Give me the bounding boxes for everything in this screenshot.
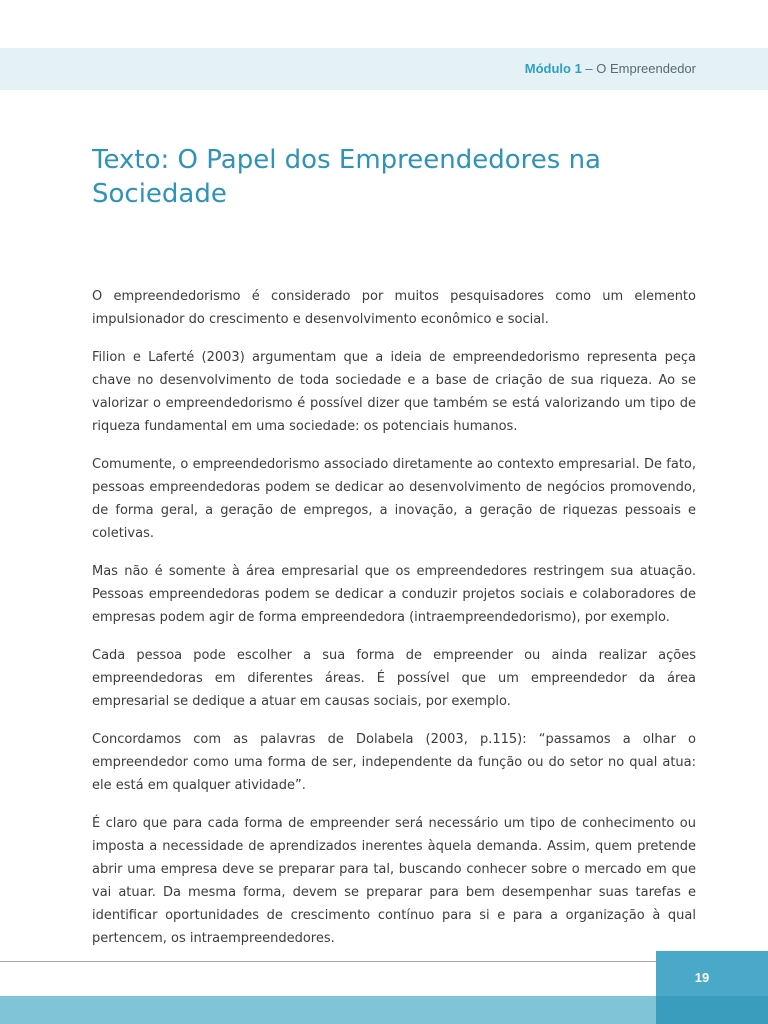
- footer-divider: [0, 961, 656, 962]
- page-number-box: [656, 951, 768, 1024]
- running-header-text: [525, 61, 696, 76]
- module-label: Módulo 1: [524, 61, 582, 76]
- footer-band: [0, 996, 768, 1024]
- page-number-box-lower: [656, 996, 768, 1024]
- running-header: [0, 48, 768, 90]
- paragraph: O empreendedorismo é considerado por muitos pesquisadores como um elemento impulsionador do crescimento e desenvolvimento econômico e social.: [92, 289, 696, 327]
- body-text: [92, 285, 696, 965]
- paragraph: Comumente, o empreendedorismo associado diretamente ao contexto empresarial. De fato, pessoas empreendedoras podem se dedicar ao desenvolvimento de negócios promovendo, de forma geral, a geração de empregos, a inovação, a geração de riquezas pessoais e coletivas.: [92, 457, 696, 541]
- paragraph: Mas não é somente à área empresarial que os empreendedores restringem sua atuação. Pessoas empreendedoras podem se dedicar a conduzir projetos sociais e colaboradores de empresas podem agir de forma empreendedora (intraempreendedorismo), por exemplo.: [92, 564, 696, 625]
- header-separator: –: [581, 61, 597, 76]
- module-title: O Empreendedor: [596, 61, 696, 76]
- page-number: 19: [694, 970, 710, 985]
- paragraph: É claro que para cada forma de empreender será necessário um tipo de conhecimento ou imposta a necessidade de aprendizados inerentes àquela demanda. Assim, quem pretende abrir uma empresa deve se preparar para tal, buscando conhecer sobre o mercado em que vai atuar. Da mesma forma, devem se preparar para bem desempenhar suas tarefas e identificar oportunidades de crescimento contínuo para si e para a organização à qual pertencem, os intraempreendedores.: [92, 816, 696, 946]
- paragraph: Filion e Laferté (2003) argumentam que a ideia de empreendedorismo representa peça chave no desenvolvimento de toda sociedade e a base de criação de sua riqueza. Ao se valorizar o empreendedorismo é possível dizer que também se está valorizando um tipo de riqueza fundamental em uma sociedade: os potenciais humanos.: [92, 350, 696, 434]
- paragraph: Concordamos com as palavras de Dolabela (2003, p.115): “passamos a olhar o empreendedor como uma forma de ser, independente da função ou do setor no qual atua: ele está em qualquer atividade”.: [92, 732, 696, 793]
- paragraph: Cada pessoa pode escolher a sua forma de empreender ou ainda realizar ações empreendedoras em diferentes áreas. É possível que um empreendedor da área empresarial se dedique a atuar em causas sociais, por exemplo.: [92, 648, 696, 709]
- page-title: Texto: O Papel dos Empreendedores na Sociedade: [92, 145, 601, 209]
